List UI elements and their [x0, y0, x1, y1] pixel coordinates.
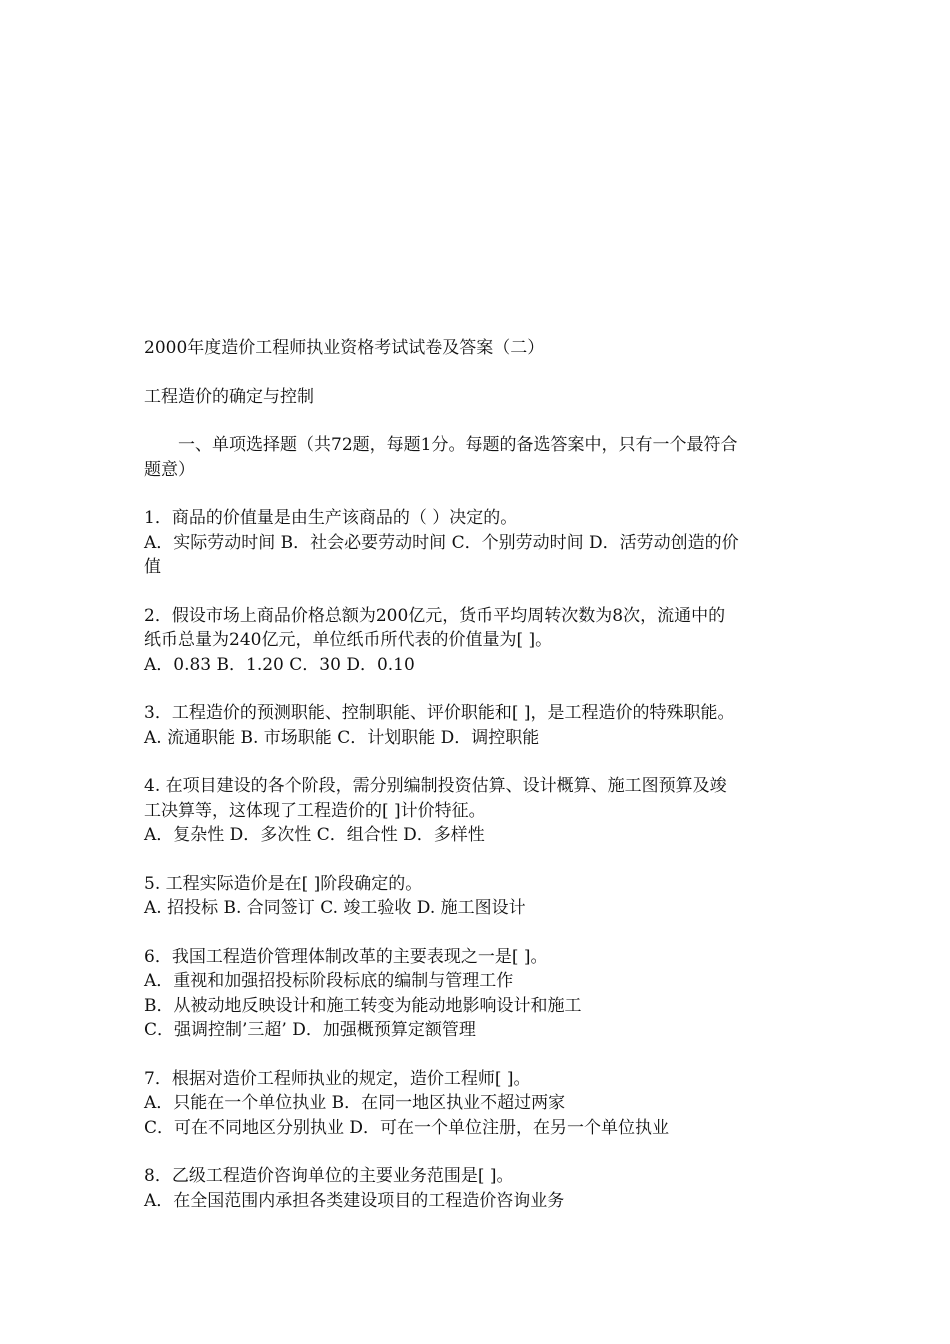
subject-text: 工程造价的确定与控制 — [144, 386, 314, 407]
question-7-stem: 7．根据对造价工程师执业的规定，造价工程师[ ]。 — [144, 1068, 531, 1089]
question-5 — [144, 872, 810, 921]
question-1-stem: 1．商品的价值量是由生产该商品的（ ）决定的。 — [144, 508, 518, 528]
question-1 — [144, 506, 810, 580]
question-7-options-ab: A．只能在一个单位执业 B．在同一地区执业不超过两家 — [144, 1093, 566, 1113]
question-6-stem: 6．我国工程造价管理体制改革的主要表现之一是[ ]。 — [144, 946, 548, 967]
question-2 — [144, 604, 810, 678]
question-5-stem: 5. 工程实际造价是在[ ]阶段确定的。 — [144, 873, 423, 894]
question-4-options: A．复杂性 D．多次性 C．组合性 D．多样性 — [144, 825, 485, 845]
question-8 — [144, 1164, 810, 1213]
question-2-options: A．0.83 B．1.20 C．30 D．0.10 — [144, 654, 415, 675]
question-7-options-cd: C．可在不同地区分别执业 D．可在一个单位注册，在另一个单位执业 — [144, 1117, 670, 1138]
section-intro-line-1: 一、单项选择题（共72题，每题1分。每题的备选答案中，只有一个最符合 — [178, 435, 738, 455]
question-7 — [144, 1067, 810, 1141]
question-1-options-line-2: 值 — [144, 557, 161, 577]
question-6-option-a: A．重视和加强招投标阶段标底的编制与管理工作 — [144, 971, 514, 991]
question-3 — [144, 701, 810, 750]
subject-heading — [144, 385, 810, 410]
question-2-stem-line-2: 纸币总量为240亿元，单位纸币所代表的价值量为[ ]。 — [144, 630, 553, 650]
question-4 — [144, 774, 810, 848]
question-2-stem-line-1: 2．假设市场上商品价格总额为200亿元，货币平均周转次数为8次，流通中的 — [144, 605, 726, 626]
question-6-option-cd: C．强调控制’三超’ D．加强概预算定额管理 — [144, 1020, 476, 1040]
question-6 — [144, 945, 810, 1043]
title-text: 2000年度造价工程师执业资格考试试卷及答案（二） — [144, 338, 545, 358]
question-3-stem: 3．工程造价的预测职能、控制职能、评价职能和[ ]，是工程造价的特殊职能。 — [144, 703, 735, 723]
question-3-options: A. 流通职能 B. 市场职能 C．计划职能 D．调控职能 — [144, 727, 540, 748]
question-5-options: A. 招投标 B. 合同签订 C. 竣工验收 D. 施工图设计 — [144, 898, 526, 918]
section-intro — [144, 433, 810, 482]
question-1-options-line-1: A．实际劳动时间 B．社会必要劳动时间 C．个别劳动时间 D．活劳动创造的价 — [144, 532, 739, 553]
question-4-stem-line-1: 4. 在项目建设的各个阶段，需分别编制投资估算、设计概算、施工图预算及竣 — [144, 776, 727, 796]
section-intro-line-2: 题意） — [144, 459, 195, 480]
question-8-option-a: A．在全国范围内承担各类建设项目的工程造价咨询业务 — [144, 1190, 565, 1211]
question-8-stem: 8．乙级工程造价咨询单位的主要业务范围是[ ]。 — [144, 1166, 514, 1186]
question-6-option-b: B．从被动地反映设计和施工转变为能动地影响设计和施工 — [144, 995, 582, 1016]
document-page — [144, 336, 810, 1237]
question-4-stem-line-2: 工决算等，这体现了工程造价的[ ]计价特征。 — [144, 800, 486, 821]
document-title — [144, 336, 810, 361]
